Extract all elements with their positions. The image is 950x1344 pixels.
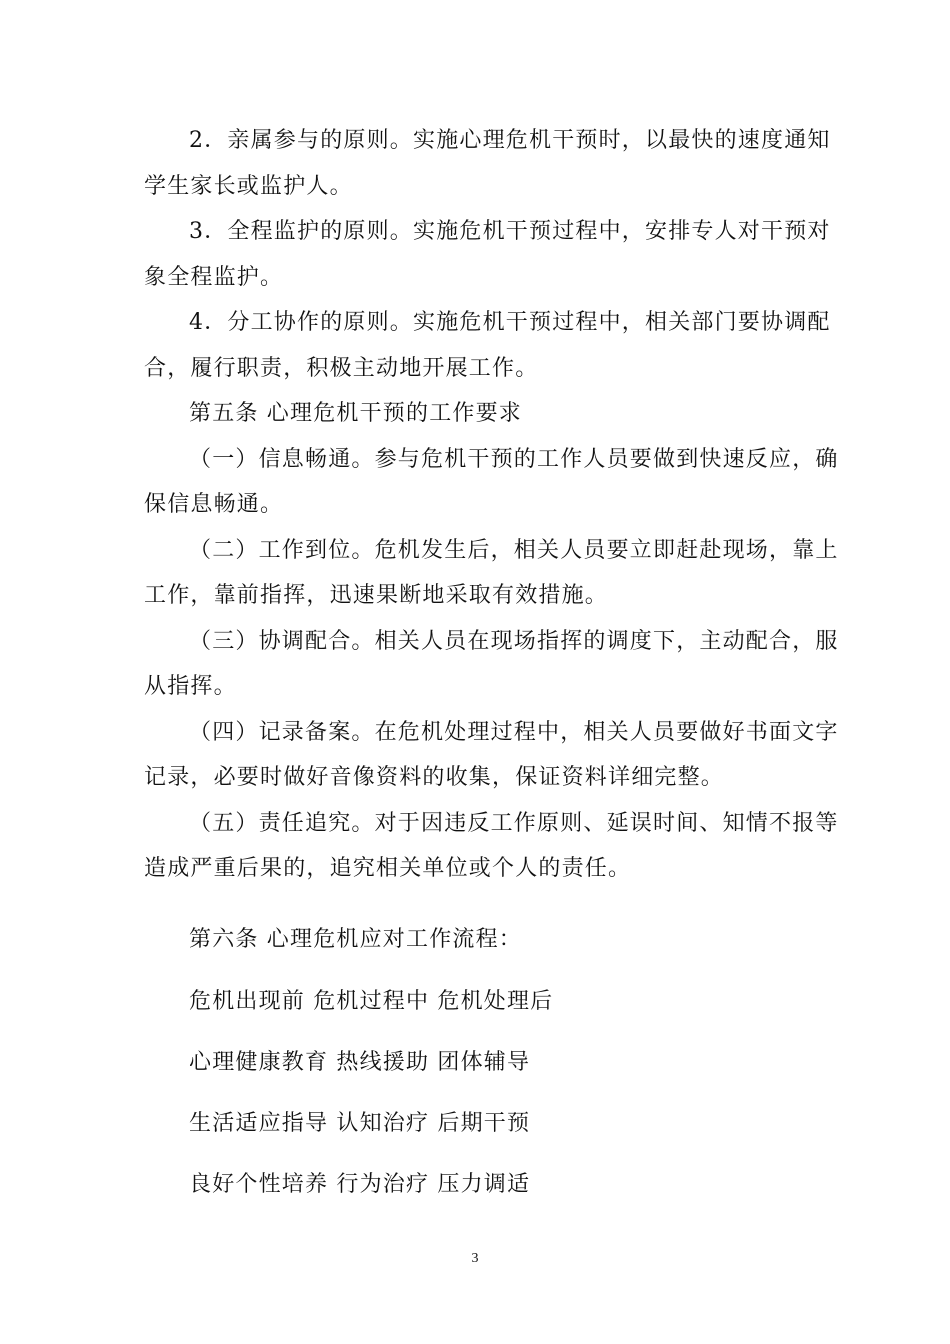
flow-row: 生活适应指导 认知治疗 后期干预 <box>189 1111 531 1136</box>
paragraph-line: （二）工作到位。危机发生后，相关人员要立即赶赴现场，靠上 <box>189 538 839 563</box>
flow-row: 危机出现前 危机过程中 危机处理后 <box>189 989 554 1014</box>
section-six-heading: 第六条 心理危机应对工作流程： <box>189 927 522 952</box>
page-number: 3 <box>471 1251 479 1266</box>
paragraph-line: 工作，靠前指挥，迅速果断地采取有效措施。 <box>144 583 609 608</box>
paragraph-line: （五）责任追究。对于因违反工作原则、延误时间、知情不报等 <box>189 811 839 836</box>
paragraph-line: 3．全程监护的原则。实施危机干预过程中，安排专人对干预对 <box>189 219 831 244</box>
section-five-heading: 第五条 心理危机干预的工作要求 <box>189 401 522 426</box>
paragraph-line: 合，履行职责，积极主动地开展工作。 <box>144 356 539 381</box>
paragraph-line: 2．亲属参与的原则。实施心理危机干预时，以最快的速度通知 <box>189 128 831 153</box>
paragraph-line: 学生家长或监护人。 <box>144 174 353 199</box>
flow-row: 心理健康教育 热线援助 团体辅导 <box>189 1050 531 1075</box>
paragraph-line: （一）信息畅通。参与危机干预的工作人员要做到快速反应，确 <box>189 447 839 472</box>
flow-row: 良好个性培养 行为治疗 压力调适 <box>189 1172 531 1197</box>
paragraph-line: 象全程监护。 <box>144 265 284 290</box>
paragraph-line: 造成严重后果的，追究相关单位或个人的责任。 <box>144 856 632 881</box>
paragraph-line: 保信息畅通。 <box>144 492 284 517</box>
paragraph-line: （四）记录备案。在危机处理过程中，相关人员要做好书面文字 <box>189 720 839 745</box>
paragraph-line: （三）协调配合。相关人员在现场指挥的调度下，主动配合，服 <box>189 629 839 654</box>
paragraph-line: 4．分工协作的原则。实施危机干预过程中，相关部门要协调配 <box>189 310 831 335</box>
paragraph-line: 记录，必要时做好音像资料的收集，保证资料详细完整。 <box>144 765 725 790</box>
paragraph-line: 从指挥。 <box>144 674 237 699</box>
